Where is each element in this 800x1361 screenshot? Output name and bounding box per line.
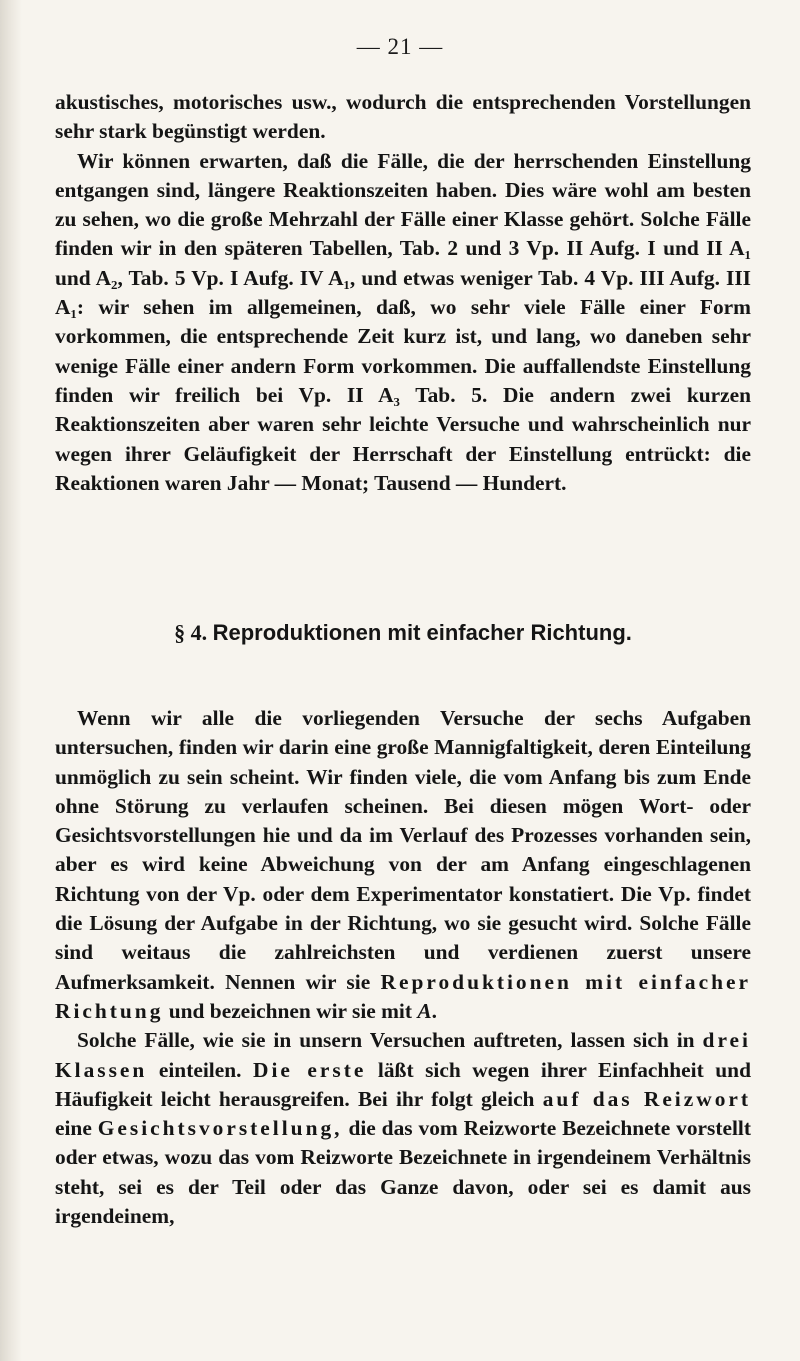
text-block-top — [55, 88, 751, 498]
paragraph-text: Wenn wir alle die vorliegenden Versuche der sechs Aufgaben untersuchen, finden wir darin eine große Mannigfaltigkeit, deren Einteilung unmöglich zu sein scheint. Wir finden viele, die vom Anfang bis zum Ende ohne Störung zu verlaufen scheinen. Bei diesen mögen Wort- oder Gesichtsvorstellungen hie und da im Verlauf des Prozesses vorhanden sein, aber es wird keine Abweichung von der am Anfang eingeschlagenen Richtung von der Vp. oder dem Experimentator konstatiert. Die Vp. findet die Lösung der Aufgabe in der Richtung, wo sie gesucht wird. Solche Fälle sind weitaus die zahlreichsten und verdienen zuerst unsere Aufmerksamkeit. Nennen wir sie — [55, 706, 751, 994]
scan-edge-shadow — [0, 0, 22, 1361]
paragraph-text: die das vom Reizworte Bezeichnete vorstellt oder etwas, wozu das vom Reizworte Bezeichnete in irgendeinem Verhältnis steht, sei es der Teil oder das Ganze davon, oder sei es damit aus irgendeinem, — [55, 1116, 751, 1229]
page-number: — 21 — — [356, 34, 444, 59]
paragraph-three-classes — [55, 1026, 751, 1231]
paragraph-text: eine — [55, 1116, 92, 1141]
section-title: Reproduktionen mit einfacher Richtung. — [212, 620, 632, 645]
emphasized-term: drei Klassen — [55, 1028, 751, 1082]
paragraph-text: und bezeichnen wir sie mit — [168, 998, 412, 1023]
paragraph-reproductions: Wenn wir alle die vorliegenden Versuche der sechs Aufgaben untersuchen, finden wir darin eine große Mannigfaltigkeit, deren Einteilung unmöglich zu sein scheint. Wir finden viele, die vom Anfang bis zum Ende ohne Störung zu verlaufen scheinen. Bei diesen mögen Wort- oder Gesichtsvorstellungen hie und da im Verlauf des Prozesses vorhanden sein, aber es wird keine Abweichung von der am Anfang eingeschlagenen Richtung von der Vp. oder dem Experimentator konstatiert. Die Vp. findet die Lösung der Aufgabe in der Richtung, wo sie gesucht wird. Solche Fälle sind weitaus die zahlreichsten und verdienen zuerst unsere Aufmerksamkeit. Nennen wir sie Reproduktionen mit einfacher Richtung und bezeichnen wir sie mit A. — [55, 706, 751, 1023]
symbol-a: A — [417, 998, 432, 1023]
emphasized-term: Gesichtsvorstellung, — [97, 1116, 343, 1141]
paragraph-text: Solche Fälle, wie sie in unsern Versuchen auftreten, lassen sich in — [77, 1028, 695, 1053]
text-block-bottom — [55, 704, 751, 1231]
paragraph-text: einteilen. — [158, 1057, 242, 1082]
emphasized-term: Die erste — [253, 1057, 367, 1082]
paragraph-text: läßt sich wegen ihrer Einfachheit und Häufigkeit leicht herausgreifen. Bei ihr folgt gleich — [55, 1057, 751, 1111]
section-heading — [55, 620, 751, 646]
paragraph-continued: akustisches, motorisches usw., wodurch die entsprechenden Vorstellungen sehr stark begünstigt werden. — [55, 90, 751, 144]
paragraph-reaction-times: Wir können erwarten, daß die Fälle, die der herrschenden Einstellung entgangen sind, längere Reaktionszeiten haben. Dies wäre wohl am besten zu sehen, wo die große Mehrzahl der Fälle einer Klasse gehört. Solche Fälle finden wir in den späteren Tabellen, Tab. 2 und 3 Vp. II Aufg. I und II A₁ und A₂, Tab. 5 Vp. I Aufg. IV A₁, und etwas weniger Tab. 4 Vp. III Aufg. III A₁: wir sehen im allgemeinen, daß, wo sehr viele Fälle einer Form vorkommen, die entsprechende Zeit kurz ist, und lang, wo daneben sehr wenige Fälle einer andern Form vorkommen. Die auffallendste Einstellung finden wir freilich bei Vp. II A₃ Tab. 5. Die andern zwei kurzen Reaktionszeiten aber waren sehr leichte Versuche und wahrscheinlich nur wegen ihrer Geläufigkeit der Herrschaft der Einstellung entrückt: die Reaktionen waren Jahr — Monat; Tausend — Hundert. — [55, 148, 751, 495]
emphasized-term: auf das Reizwort — [542, 1086, 752, 1111]
emphasized-term: Reproduktionen mit einfacher Richtung — [55, 969, 751, 1023]
section-number: § 4. — [174, 620, 208, 645]
